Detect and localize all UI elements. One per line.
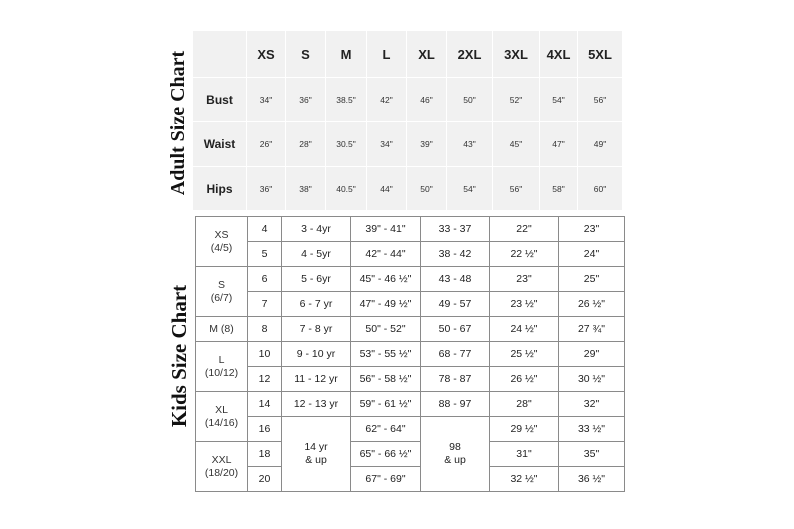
size-header: M	[326, 31, 367, 78]
measure-value: 60"	[578, 167, 623, 211]
kids-measure: 35"	[559, 442, 625, 467]
kids-weight: 78 - 87	[421, 367, 490, 392]
measure-value: 42"	[367, 78, 407, 122]
measure-value: 54"	[540, 78, 578, 122]
kids-row	[196, 467, 625, 492]
size-header: L	[367, 31, 407, 78]
kids-row	[196, 292, 625, 317]
kids-weight: 68 - 77	[421, 342, 490, 367]
kids-size-group	[196, 442, 248, 492]
measure-value: 36"	[247, 167, 286, 211]
kids-weight-merged	[421, 417, 490, 492]
kids-height: 53" - 55 ½"	[351, 342, 421, 367]
kids-measure: 29 ½"	[490, 417, 559, 442]
measure-label: Hips	[193, 167, 247, 211]
kids-row	[196, 417, 625, 442]
kids-measure: 36 ½"	[559, 467, 625, 492]
size-header: XL	[407, 31, 447, 78]
measure-value: 34"	[247, 78, 286, 122]
kids-height: 56" - 58 ½"	[351, 367, 421, 392]
measure-value: 34"	[367, 122, 407, 167]
kids-height: 62" - 64"	[351, 417, 421, 442]
measure-label: Waist	[193, 122, 247, 167]
kids-size-group	[196, 342, 248, 392]
measure-value: 56"	[578, 78, 623, 122]
kids-height: 50" - 52"	[351, 317, 421, 342]
kids-height: 65" - 66 ½"	[351, 442, 421, 467]
kids-size-range: (10/12)	[204, 366, 239, 379]
kids-size-range: (18/20)	[204, 466, 239, 479]
kids-size-table	[195, 216, 625, 492]
kids-age-line: 14 yr	[304, 441, 328, 454]
size-header: 4XL	[540, 31, 578, 78]
kids-size-letter: XL	[215, 403, 228, 416]
kids-size-letter: XXL	[211, 453, 232, 466]
kids-size-number: 14	[248, 392, 282, 417]
kids-measure: 24"	[559, 242, 625, 267]
kids-row	[196, 342, 625, 367]
kids-measure: 28"	[490, 392, 559, 417]
kids-age: 11 - 12 yr	[282, 367, 351, 392]
kids-size-letter: S	[217, 278, 225, 291]
measure-value: 52"	[493, 78, 540, 122]
measure-value: 43"	[447, 122, 493, 167]
kids-weight: 49 - 57	[421, 292, 490, 317]
kids-measure: 29"	[559, 342, 625, 367]
kids-height: 67" - 69"	[351, 467, 421, 492]
kids-measure: 30 ½"	[559, 367, 625, 392]
kids-measure: 27 ¾"	[559, 317, 625, 342]
measure-value: 54"	[447, 167, 493, 211]
measure-value: 49"	[578, 122, 623, 167]
kids-size-letter: L	[218, 353, 225, 366]
kids-age-line: & up	[305, 454, 327, 466]
measure-value: 58"	[540, 167, 578, 211]
measure-value: 47"	[540, 122, 578, 167]
kids-row	[196, 317, 625, 342]
measure-value: 38.5"	[326, 78, 367, 122]
adult-row-hips	[193, 167, 623, 211]
adult-row-waist	[193, 122, 623, 167]
size-header: 3XL	[493, 31, 540, 78]
size-header: S	[286, 31, 326, 78]
kids-row	[196, 442, 625, 467]
kids-size-range: (14/16)	[204, 416, 239, 429]
kids-row	[196, 367, 625, 392]
adult-header-row	[193, 31, 623, 78]
kids-age: 3 - 4yr	[282, 217, 351, 242]
kids-size-number: 8	[248, 317, 282, 342]
measure-value: 50"	[447, 78, 493, 122]
kids-height: 45" - 46 ½"	[351, 267, 421, 292]
kids-weight: 43 - 48	[421, 267, 490, 292]
kids-size-number: 4	[248, 217, 282, 242]
kids-measure: 32 ½"	[490, 467, 559, 492]
kids-size-number: 18	[248, 442, 282, 467]
measure-value: 38"	[286, 167, 326, 211]
measure-value: 30.5"	[326, 122, 367, 167]
measure-value: 56"	[493, 167, 540, 211]
kids-size-number: 5	[248, 242, 282, 267]
kids-measure: 24 ½"	[490, 317, 559, 342]
kids-size-number: 6	[248, 267, 282, 292]
measure-value: 39"	[407, 122, 447, 167]
kids-size-group	[196, 217, 248, 267]
measure-value: 44"	[367, 167, 407, 211]
measure-value: 40.5"	[326, 167, 367, 211]
measure-value: 45"	[493, 122, 540, 167]
kids-weight: 38 - 42	[421, 242, 490, 267]
kids-measure: 22 ½"	[490, 242, 559, 267]
kids-size-number: 16	[248, 417, 282, 442]
kids-size-number: 20	[248, 467, 282, 492]
kids-age: 6 - 7 yr	[282, 292, 351, 317]
kids-measure: 33 ½"	[559, 417, 625, 442]
kids-measure: 23"	[559, 217, 625, 242]
kids-height: 59" - 61 ½"	[351, 392, 421, 417]
kids-measure: 22"	[490, 217, 559, 242]
kids-measure: 26 ½"	[490, 367, 559, 392]
kids-measure: 25 ½"	[490, 342, 559, 367]
kids-measure: 31"	[490, 442, 559, 467]
kids-weight-line: 98	[449, 441, 461, 454]
kids-measure: 23"	[490, 267, 559, 292]
measure-value: 28"	[286, 122, 326, 167]
kids-age: 5 - 6yr	[282, 267, 351, 292]
kids-weight-line: & up	[444, 454, 466, 466]
kids-row	[196, 392, 625, 417]
kids-size-letter: XS	[214, 228, 229, 241]
kids-measure: 26 ½"	[559, 292, 625, 317]
kids-measure: 23 ½"	[490, 292, 559, 317]
kids-row	[196, 217, 625, 242]
kids-age: 4 - 5yr	[282, 242, 351, 267]
measure-value: 36"	[286, 78, 326, 122]
kids-measure: 25"	[559, 267, 625, 292]
size-header: 5XL	[578, 31, 623, 78]
kids-age: 7 - 8 yr	[282, 317, 351, 342]
kids-size-number: 12	[248, 367, 282, 392]
adult-size-chart-title: Adult Size Chart	[167, 50, 189, 196]
kids-weight: 50 - 67	[421, 317, 490, 342]
kids-size-range: (6/7)	[210, 291, 233, 304]
kids-size-number: 10	[248, 342, 282, 367]
kids-size-group: M (8)	[196, 317, 248, 342]
size-header: 2XL	[447, 31, 493, 78]
kids-age: 9 - 10 yr	[282, 342, 351, 367]
kids-height: 47" - 49 ½"	[351, 292, 421, 317]
kids-age: 12 - 13 yr	[282, 392, 351, 417]
kids-weight: 88 - 97	[421, 392, 490, 417]
kids-height: 42" - 44"	[351, 242, 421, 267]
kids-size-chart-title: Kids Size Chart	[167, 284, 191, 428]
kids-row	[196, 242, 625, 267]
kids-age-merged	[282, 417, 351, 492]
measure-value: 46"	[407, 78, 447, 122]
kids-size-group	[196, 392, 248, 442]
kids-row	[196, 267, 625, 292]
measure-value: 26"	[247, 122, 286, 167]
kids-weight: 33 - 37	[421, 217, 490, 242]
adult-row-bust	[193, 78, 623, 122]
kids-size-number: 7	[248, 292, 282, 317]
kids-size-group	[196, 267, 248, 317]
kids-size-range: (4/5)	[210, 241, 233, 254]
kids-height: 39" - 41"	[351, 217, 421, 242]
adult-size-table	[192, 30, 623, 211]
size-header: XS	[247, 31, 286, 78]
kids-measure: 32"	[559, 392, 625, 417]
table-corner-cell	[193, 31, 247, 78]
measure-label: Bust	[193, 78, 247, 122]
measure-value: 50"	[407, 167, 447, 211]
